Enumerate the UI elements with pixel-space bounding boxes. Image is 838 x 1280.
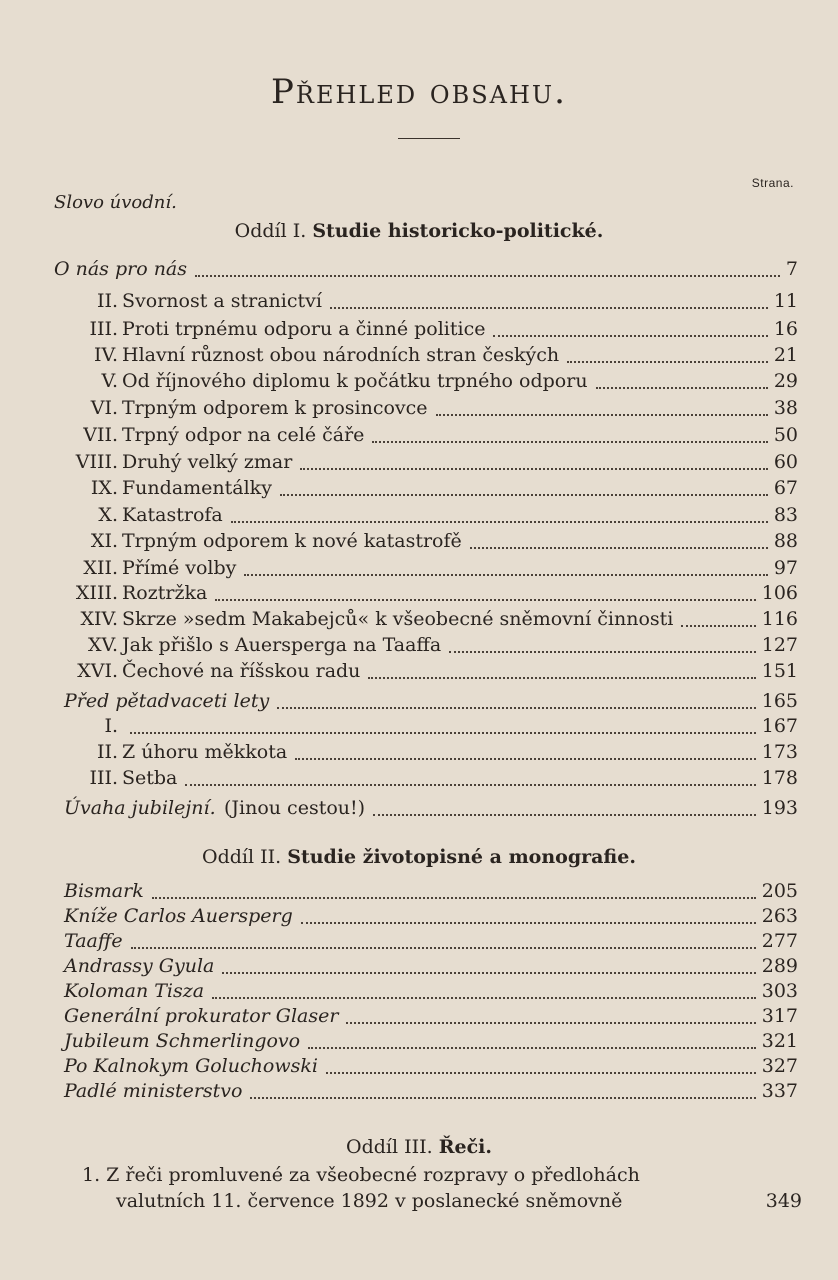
leader-dots [277, 707, 756, 709]
entry-title: Kníže Carlos Auersperg [64, 905, 293, 927]
toc-entry [0, 739, 838, 765]
toc-entry [0, 1003, 838, 1029]
leader-dots [326, 1072, 756, 1074]
toc-entry [0, 528, 838, 554]
entry-number: IX. [90, 477, 118, 499]
leader-dots [596, 387, 768, 389]
entry-page: 60 [773, 451, 798, 473]
entry-page: 97 [773, 557, 798, 579]
entry-title: Setba [122, 767, 178, 789]
leader-dots [195, 275, 780, 277]
leader-dots [295, 758, 756, 760]
entry-page: 116 [761, 608, 798, 630]
page-title: Přehled obsahu. [271, 72, 567, 112]
entry-page: 167 [761, 715, 798, 737]
toc-entry [0, 658, 838, 684]
entry-number: III. [89, 767, 118, 789]
leader-dots [373, 814, 756, 816]
entry-title: Jak přišlo s Auersperga na Taaffa [122, 634, 442, 656]
leader-dots [330, 307, 768, 309]
entry-page: 38 [773, 397, 798, 419]
entry-page: 11 [773, 290, 798, 312]
entry-title: Přímé volby [122, 557, 237, 579]
leader-dots [346, 1022, 756, 1024]
section-2-name: Studie životopisné a monografie. [287, 846, 636, 868]
toc-entry [0, 342, 838, 368]
entry-title: Od říjnového diplomu k počátku trpného odporu [122, 370, 588, 392]
entry-title: Po Kalnokym Goluchowski [64, 1055, 318, 1077]
section-2-heading [0, 846, 838, 868]
section-3-heading [0, 1136, 838, 1158]
entry-page: 16 [773, 318, 798, 340]
entry-title: Taaffe [64, 930, 123, 952]
leader-dots [470, 547, 768, 549]
entry-page: 173 [761, 741, 798, 763]
entry-page: 83 [773, 504, 798, 526]
leader-dots [130, 732, 756, 734]
title-rule [398, 138, 460, 139]
entry-title: Druhý velký zmar [122, 451, 293, 473]
entry-title: Fundamentálky [122, 477, 272, 499]
entry-title: Bismark [64, 880, 144, 902]
leader-dots [372, 441, 768, 443]
toc-entry [0, 555, 838, 581]
leader-dots [493, 335, 768, 337]
entry-title: Jubileum Schmerlingovo [64, 1030, 301, 1052]
entry-page: 321 [761, 1030, 798, 1052]
entry-page: 205 [761, 880, 798, 902]
leader-dots [368, 677, 756, 679]
entry-page: 151 [761, 660, 798, 682]
toc-entry [0, 502, 838, 528]
entry-page: 263 [761, 905, 798, 927]
entry-page: 88 [773, 530, 798, 552]
section-3-name: Řeči. [438, 1136, 492, 1158]
entry-title: Generální prokurator Glaser [64, 1005, 339, 1027]
leader-dots [436, 414, 768, 416]
leader-dots [280, 494, 768, 496]
entry-page: 327 [761, 1055, 798, 1077]
entry-number: VI. [90, 397, 118, 419]
entry-page: 165 [761, 690, 798, 712]
entry-title: Před pětadvaceti lety [64, 690, 270, 712]
leader-dots [567, 361, 768, 363]
leader-dots [212, 997, 756, 999]
leader-dots [250, 1097, 756, 1099]
section-1-prefix: Oddíl I. [234, 220, 307, 242]
speech-entry [82, 1162, 802, 1214]
entry-title: O nás pro nás [54, 258, 188, 280]
entry-title: Proti trpnému odporu a činné politice [122, 318, 486, 340]
entry-page: 193 [761, 797, 798, 819]
leader-dots [681, 625, 756, 627]
toc-entry [0, 1053, 838, 1079]
entry-number: XII. [83, 557, 118, 579]
entry-number: III. [89, 318, 118, 340]
section-1-heading [0, 220, 838, 242]
leader-dots [449, 651, 756, 653]
toc-entry [0, 1028, 838, 1054]
section-2-prefix: Oddíl II. [202, 846, 282, 868]
leader-dots [244, 574, 768, 576]
entry-title: Z úhoru měkkota [122, 741, 288, 763]
speech-line-2: valutních 11. července 1892 v poslanecké sněmovně [116, 1190, 623, 1212]
entry-title: Trpný odpor na celé čáře [122, 424, 365, 446]
leader-dots [185, 784, 756, 786]
entry-page: 7 [785, 258, 798, 280]
entry-page: 67 [773, 477, 798, 499]
toc-entry [0, 316, 838, 342]
entry-page: 106 [761, 582, 798, 604]
toc-entry [0, 475, 838, 501]
leader-dots [152, 897, 756, 899]
entry-number: V. [101, 370, 118, 392]
entry-number: XVI. [77, 660, 118, 682]
leader-dots [308, 1047, 756, 1049]
toc-entry [0, 368, 838, 394]
entry-title: Roztržka [122, 582, 208, 604]
entry-page: 50 [773, 424, 798, 446]
toc-entry [0, 978, 838, 1004]
page-column-label: Strana. [751, 176, 794, 190]
entry-page: 127 [761, 634, 798, 656]
toc-entry [0, 903, 838, 929]
leader-dots [300, 468, 768, 470]
speech-line-1: 1. Z řeči promluvené za všeobecné rozpravy o předlohách [82, 1164, 640, 1186]
toc-entry [0, 256, 838, 282]
entry-number: VII. [83, 424, 118, 446]
entry-number: II. [96, 741, 118, 763]
entry-number: XIII. [75, 582, 118, 604]
entry-title: Padlé ministerstvo [64, 1080, 243, 1102]
entry-title: Svornost a stranictví [122, 290, 322, 312]
entry-page: 277 [761, 930, 798, 952]
entry-page: 289 [761, 955, 798, 977]
entry-number: XV. [88, 634, 118, 656]
entry-page: 337 [761, 1080, 798, 1102]
toc-entry [0, 953, 838, 979]
foreword-entry: Slovo úvodní. [54, 192, 177, 213]
toc-entry [0, 1078, 838, 1104]
entry-title: Katastrofa [122, 504, 223, 526]
leader-dots [222, 972, 756, 974]
toc-entry [0, 395, 838, 421]
section-1-name: Studie historicko-politické. [312, 220, 604, 242]
entry-page: 317 [761, 1005, 798, 1027]
entry-page: 29 [773, 370, 798, 392]
entry-title: Trpným odporem k prosincovce [122, 397, 428, 419]
leader-dots [231, 521, 768, 523]
entry-title: Koloman Tisza [64, 980, 205, 1002]
entry-number: IV. [94, 344, 118, 366]
entry-title: Skrze »sedm Makabejců« k všeobecné sněmovní činnosti [122, 608, 674, 630]
entry-page: 178 [761, 767, 798, 789]
toc-entry [0, 632, 838, 658]
entry-subtitle: (Jinou cestou!) [224, 797, 366, 819]
toc-entry [0, 765, 838, 791]
leader-dots [301, 922, 756, 924]
entry-page: 303 [761, 980, 798, 1002]
leader-dots [131, 947, 756, 949]
entry-number: X. [98, 504, 118, 526]
entry-number: XIV. [80, 608, 118, 630]
entry-page: 21 [773, 344, 798, 366]
toc-entry [0, 878, 838, 904]
leader-dots [215, 599, 756, 601]
section-3-prefix: Oddíl III. [346, 1136, 433, 1158]
entry-title: Hlavní různost obou národních stran českých [122, 344, 560, 366]
toc-entry [0, 795, 838, 821]
toc-entry [0, 422, 838, 448]
entry-number: XI. [90, 530, 118, 552]
toc-entry [0, 688, 838, 714]
toc-entry [0, 928, 838, 954]
entry-number: II. [96, 290, 118, 312]
entry-title: Andrassy Gyula [64, 955, 215, 977]
speech-page: 349 [765, 1190, 802, 1212]
entry-title: Úvaha jubilejní. [64, 797, 216, 819]
toc-entry [0, 288, 838, 314]
entry-number: VIII. [75, 451, 118, 473]
toc-entry [0, 580, 838, 606]
entry-title: Trpným odporem k nové katastrofě [122, 530, 462, 552]
toc-entry [0, 449, 838, 475]
toc-entry [0, 713, 838, 739]
entry-number: I. [104, 715, 118, 737]
entry-title: Čechové na říšskou radu [122, 660, 361, 682]
toc-entry [0, 606, 838, 632]
